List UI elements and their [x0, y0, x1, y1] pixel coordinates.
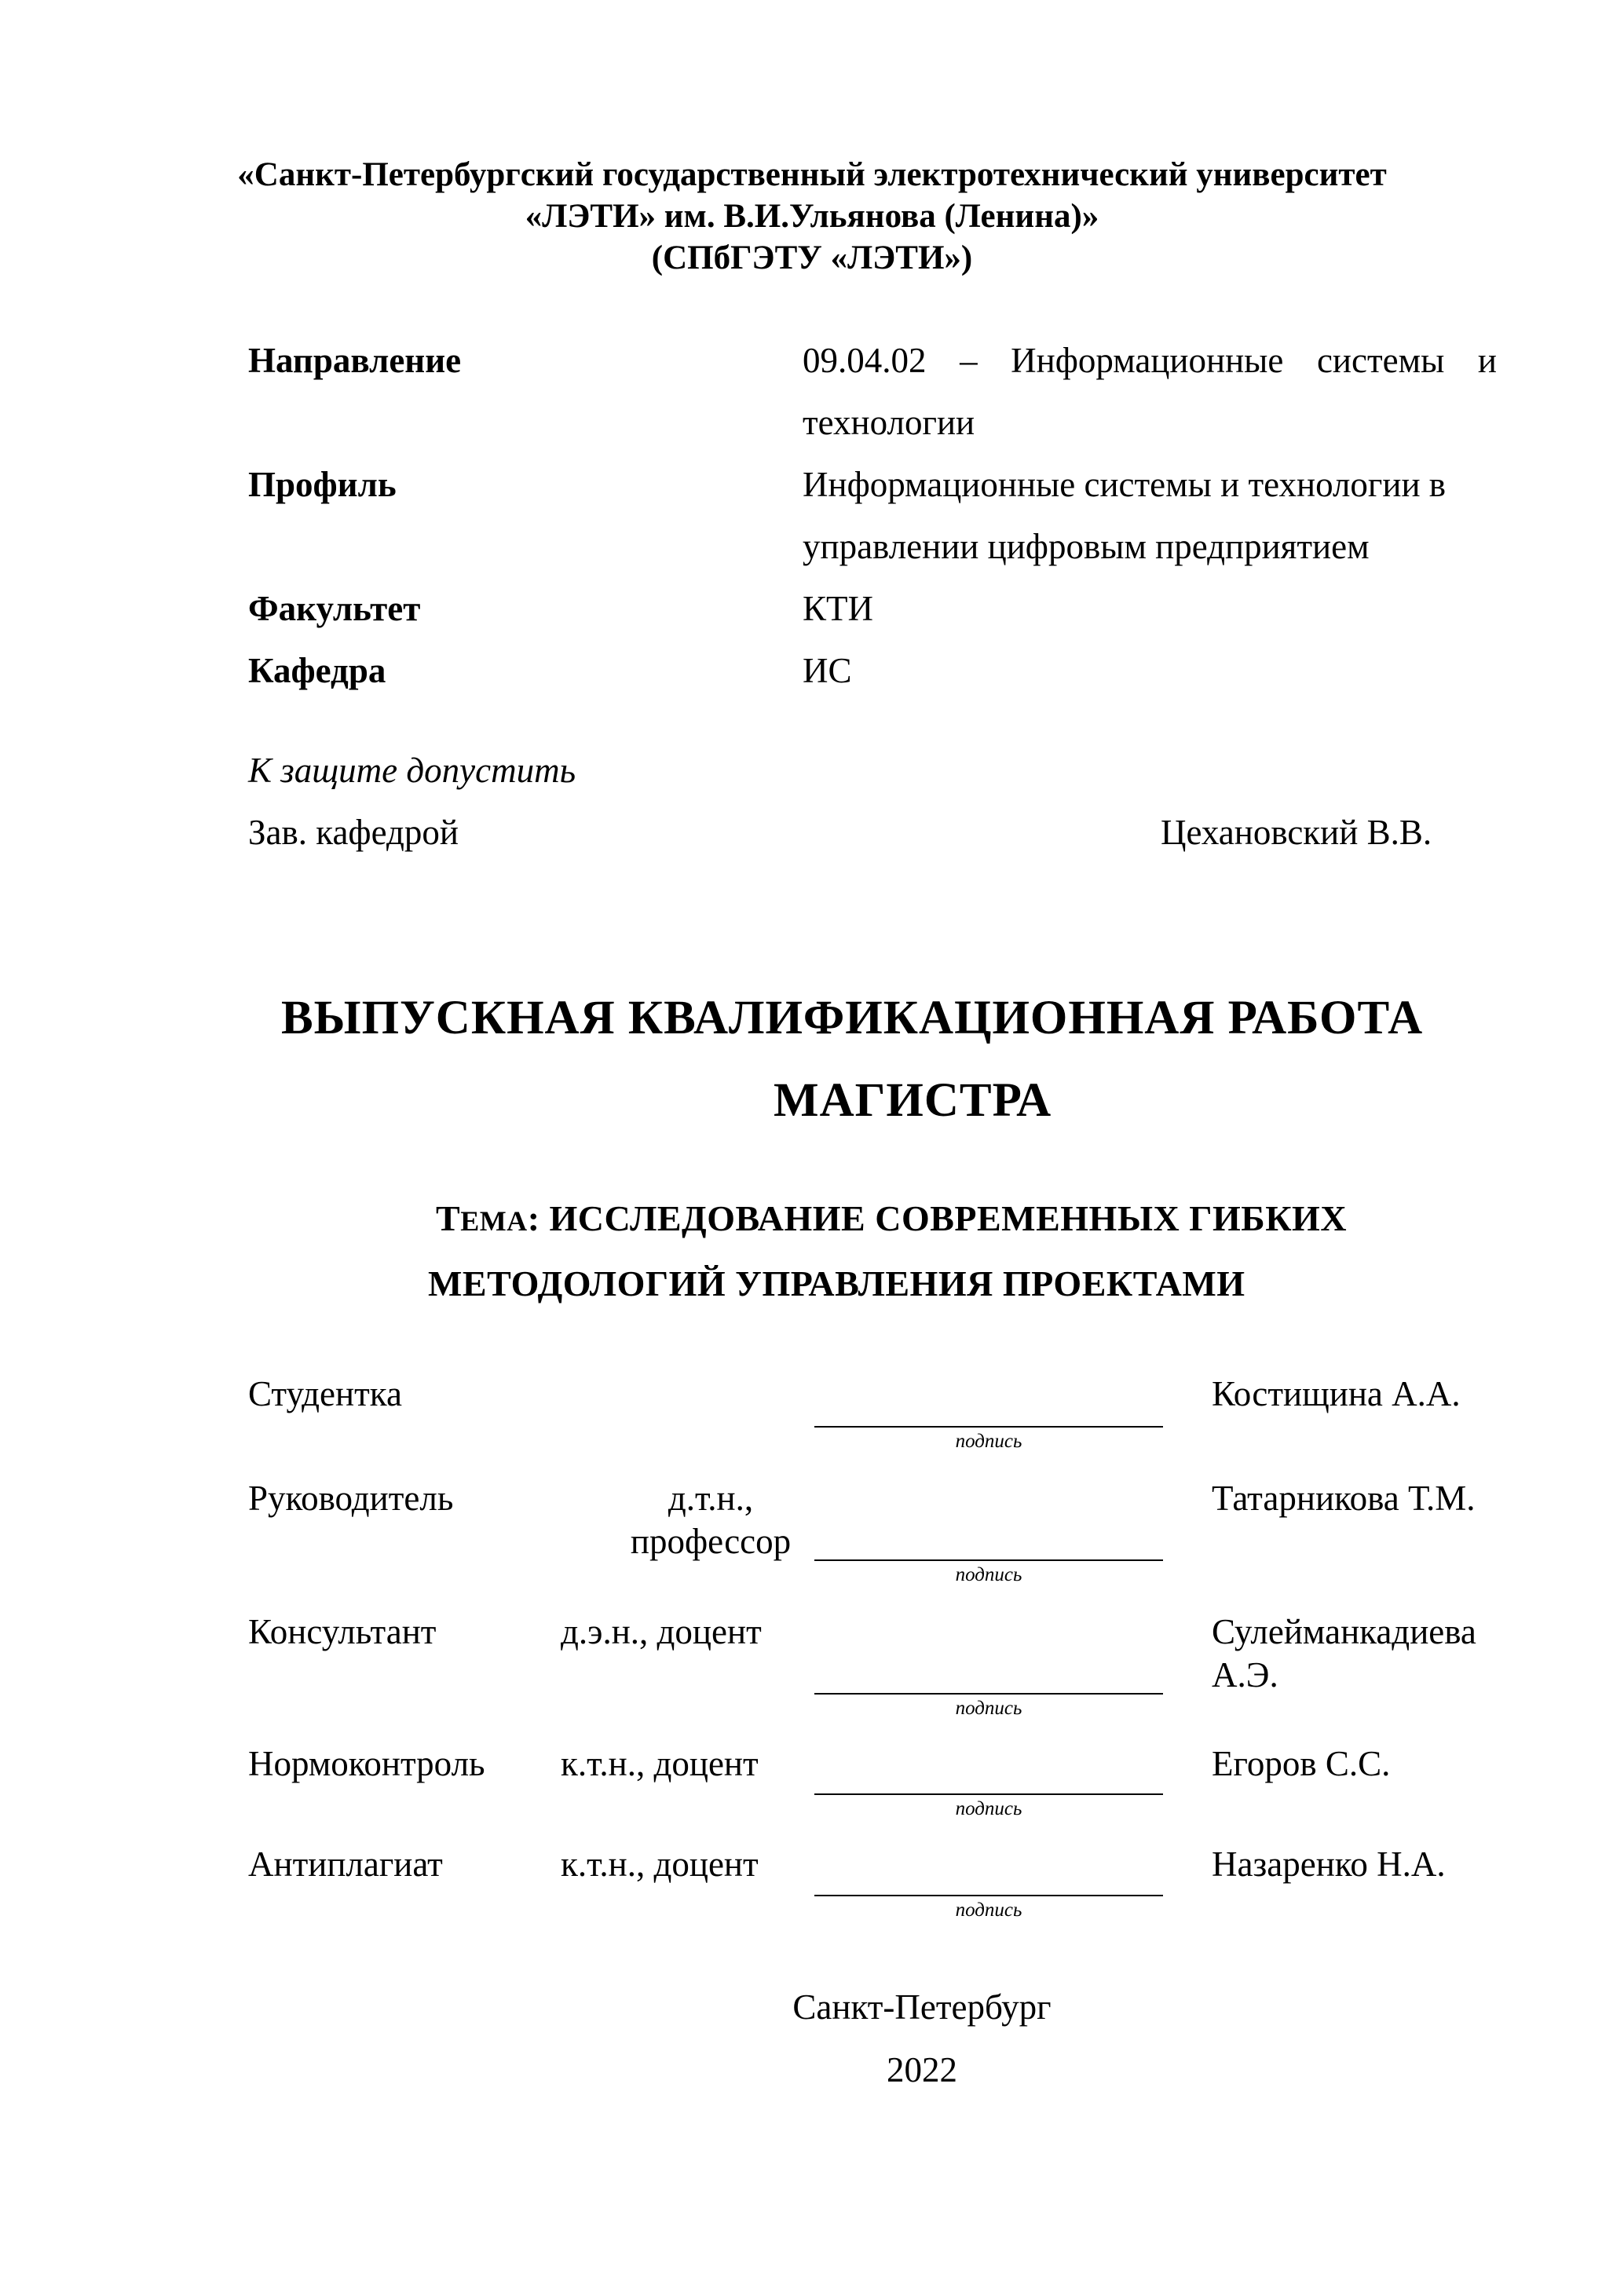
signatory-role-norm-control: Нормоконтроль	[248, 1744, 485, 1783]
work-title-line-1: ВЫПУСКНАЯ КВАЛИФИКАЦИОННАЯ РАБОТА	[281, 992, 1424, 1044]
university-name-line-1: «Санкт-Петербургский государственный электротехнический университет	[237, 156, 1387, 193]
direction-value-line-1: 09.04.02 – Информационные системы и	[803, 341, 1497, 380]
direction-label: Направление	[248, 341, 462, 380]
signatory-name-consultant-line-1: Сулейманкадиева	[1212, 1612, 1476, 1651]
signatory-degree-antiplagiarism: к.т.н., доцент	[561, 1844, 759, 1884]
signature-caption-student: подпись	[955, 1431, 1022, 1452]
signatory-name-antiplagiarism: Назаренко Н.А.	[1212, 1844, 1446, 1884]
footer-city: Санкт-Петербург	[792, 1987, 1052, 2027]
faculty-value: КТИ	[803, 589, 873, 628]
signatory-name-student: Костищина А.А.	[1212, 1374, 1461, 1413]
signature-caption-consultant: подпись	[955, 1698, 1022, 1719]
signature-line-norm-control	[814, 1793, 1163, 1795]
faculty-label: Факультет	[248, 589, 421, 628]
signatory-role-supervisor: Руководитель	[248, 1479, 454, 1518]
signatory-role-consultant: Консультант	[248, 1612, 437, 1651]
signatory-role-antiplagiarism: Антиплагиат	[248, 1844, 443, 1884]
signatory-degree-norm-control: к.т.н., доцент	[561, 1744, 759, 1783]
signatory-degree-supervisor-line-2: профессор	[630, 1522, 792, 1561]
department-value: ИС	[803, 651, 852, 690]
signatory-name-supervisor: Татарникова Т.М.	[1212, 1479, 1476, 1518]
signature-caption-supervisor: подпись	[955, 1564, 1022, 1585]
signatory-degree-supervisor-line-1: д.т.н.,	[668, 1479, 754, 1518]
topic-line-1	[436, 1197, 1347, 1239]
signature-caption-antiplagiarism: подпись	[955, 1899, 1022, 1921]
signatory-role-student: Студентка	[248, 1374, 402, 1413]
signature-line-supervisor	[814, 1559, 1163, 1561]
direction-value-line-2: технологии	[803, 403, 975, 442]
signature-line-consultant	[814, 1693, 1163, 1695]
approval-note: К защите допустить	[248, 751, 576, 790]
signature-line-antiplagiarism	[814, 1895, 1163, 1896]
head-of-department-label: Зав. кафедрой	[248, 813, 459, 852]
department-label: Кафедра	[248, 651, 386, 690]
profile-label: Профиль	[248, 465, 397, 504]
signature-line-student	[814, 1426, 1163, 1428]
footer-year: 2022	[887, 2050, 957, 2089]
signatory-name-consultant-line-2: А.Э.	[1212, 1655, 1278, 1695]
topic-prefix: ТЕМА:	[436, 1198, 540, 1238]
topic-text-line-1: ИССЛЕДОВАНИЕ СОВРЕМЕННЫХ ГИБКИХ	[549, 1198, 1348, 1238]
signature-caption-norm-control: подпись	[955, 1798, 1022, 1819]
signatory-name-norm-control: Егоров С.С.	[1212, 1744, 1391, 1783]
topic-text-line-2: МЕТОДОЛОГИЙ УПРАВЛЕНИЯ ПРОЕКТАМИ	[428, 1263, 1245, 1303]
university-abbreviation: (СПбГЭТУ «ЛЭТИ»)	[651, 239, 973, 276]
work-title-line-2: МАГИСТРА	[774, 1074, 1052, 1127]
university-name-line-2: «ЛЭТИ» им. В.И.Ульянова (Ленина)»	[525, 198, 1099, 235]
signatory-degree-consultant: д.э.н., доцент	[561, 1612, 762, 1651]
profile-value-line-1: Информационные системы и технологии в	[803, 465, 1447, 504]
head-of-department-name: Цехановский В.В.	[1161, 813, 1432, 852]
profile-value-line-2: управлении цифровым предприятием	[803, 527, 1370, 566]
